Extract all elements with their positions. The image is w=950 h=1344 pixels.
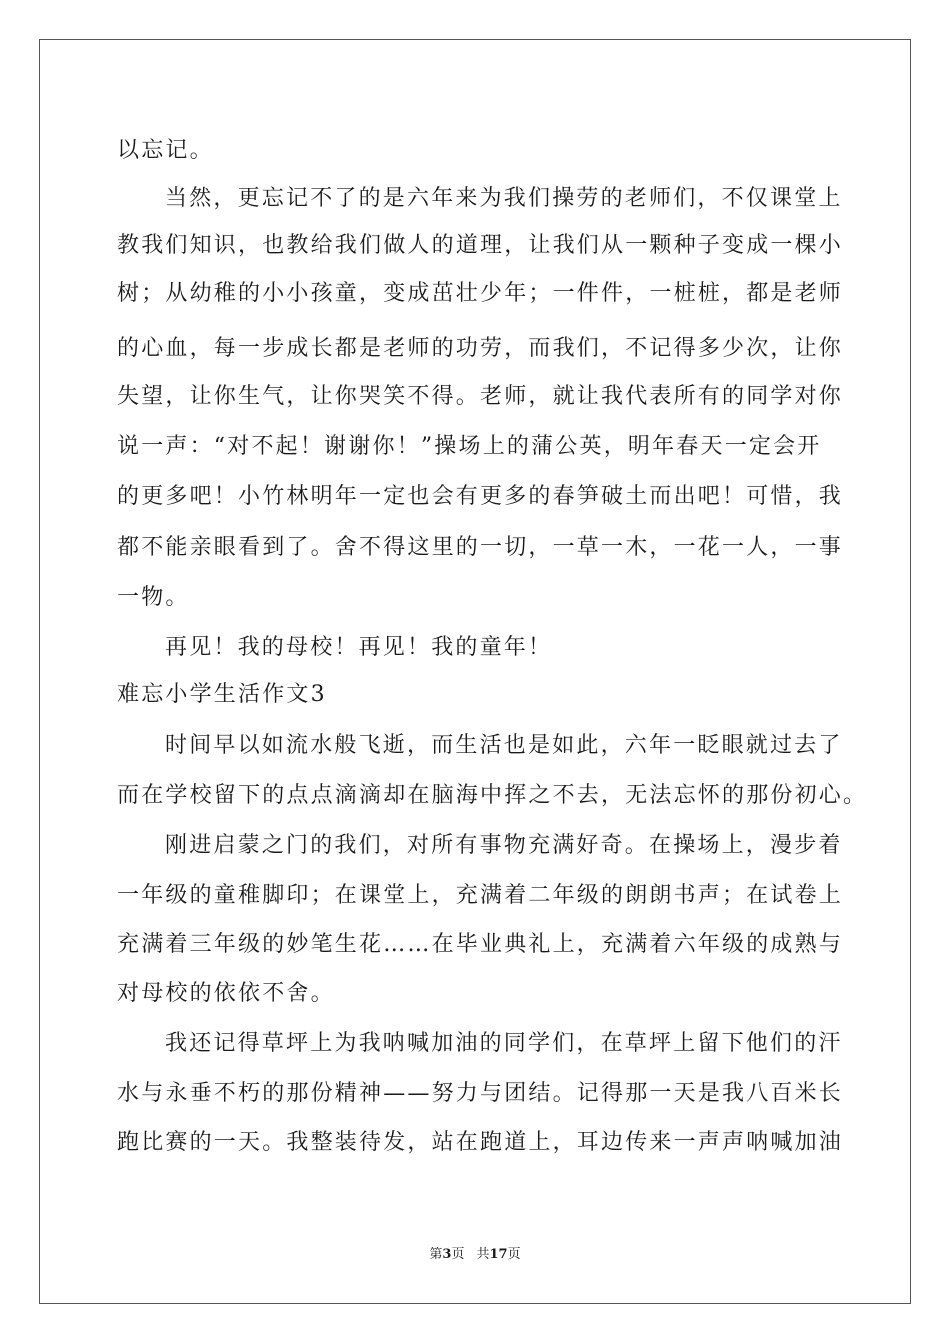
section-heading: 难忘小学生活作文3	[117, 682, 327, 707]
body-text-line: 对母校的依依不舍。	[117, 981, 335, 1006]
body-text-line: 教我们知识，也教给我们做人的道理，让我们从一颗种子变成一棵小	[117, 233, 844, 258]
total-suffix: 页	[507, 1247, 521, 1262]
page-border	[39, 39, 911, 1304]
body-text-line: 时间早以如流水般飞逝，而生活也是如此，六年一眨眼就过去了	[165, 733, 843, 758]
body-text-line: 一年级的童稚脚印；在课堂上，充满着二年级的朗朗书声；在试卷上	[117, 883, 844, 908]
body-text-line: 跑比赛的一天。我整装待发，站在跑道上，耳边传来一声声呐喊加油	[117, 1130, 844, 1155]
body-text-line: 而在学校留下的点点滴滴却在脑海中挥之不去，无法忘怀的那份初心。	[117, 783, 868, 808]
body-text-line: 失望，让你生气，让你哭笑不得。老师，就让我代表所有的同学对你	[117, 384, 844, 409]
body-text-line: 的心血，每一步成长都是老师的功劳，而我们，不记得多少次，让你	[117, 336, 844, 361]
body-text-line: 树；从幼稚的小小孩童，变成茁壮少年；一件件，一桩桩，都是老师	[117, 281, 844, 306]
total-pages: 17	[489, 1247, 508, 1262]
total-prefix: 共	[476, 1247, 490, 1262]
body-text-line: 刚进启蒙之门的我们，对所有事物充满好奇。在操场上，漫步着	[165, 833, 843, 858]
page-number: 3	[442, 1247, 452, 1262]
body-text-line: 一物。	[117, 585, 190, 610]
body-text-line: 我还记得草坪上为我呐喊加油的同学们，在草坪上留下他们的汗	[165, 1031, 843, 1056]
body-text-line: 水与永垂不朽的那份精神——努力与团结。记得那一天是我八百米长	[117, 1081, 844, 1106]
body-text-line: 充满着三年级的妙笔生花……在毕业典礼上，充满着六年级的成熟与	[117, 932, 844, 957]
body-text-line: 以忘记。	[117, 138, 214, 163]
body-text-line: 当然，更忘记不了的是六年来为我们操劳的老师们，不仅课堂上	[165, 186, 843, 211]
page-prefix: 第	[429, 1247, 443, 1262]
body-text-line: 的更多吧！小竹林明年一定也会有更多的春笋破土而出吧！可惜，我	[117, 484, 844, 509]
page-footer	[0, 1247, 950, 1263]
body-text-line: 说一声：“对不起！谢谢你！”操场上的蒲公英，明年春天一定会开	[117, 434, 822, 459]
page-suffix: 页	[451, 1247, 465, 1262]
body-text-line: 再见！我的母校！再见！我的童年！	[165, 635, 553, 660]
body-text-line: 都不能亲眼看到了。舍不得这里的一切，一草一木，一花一人，一事	[117, 535, 844, 560]
